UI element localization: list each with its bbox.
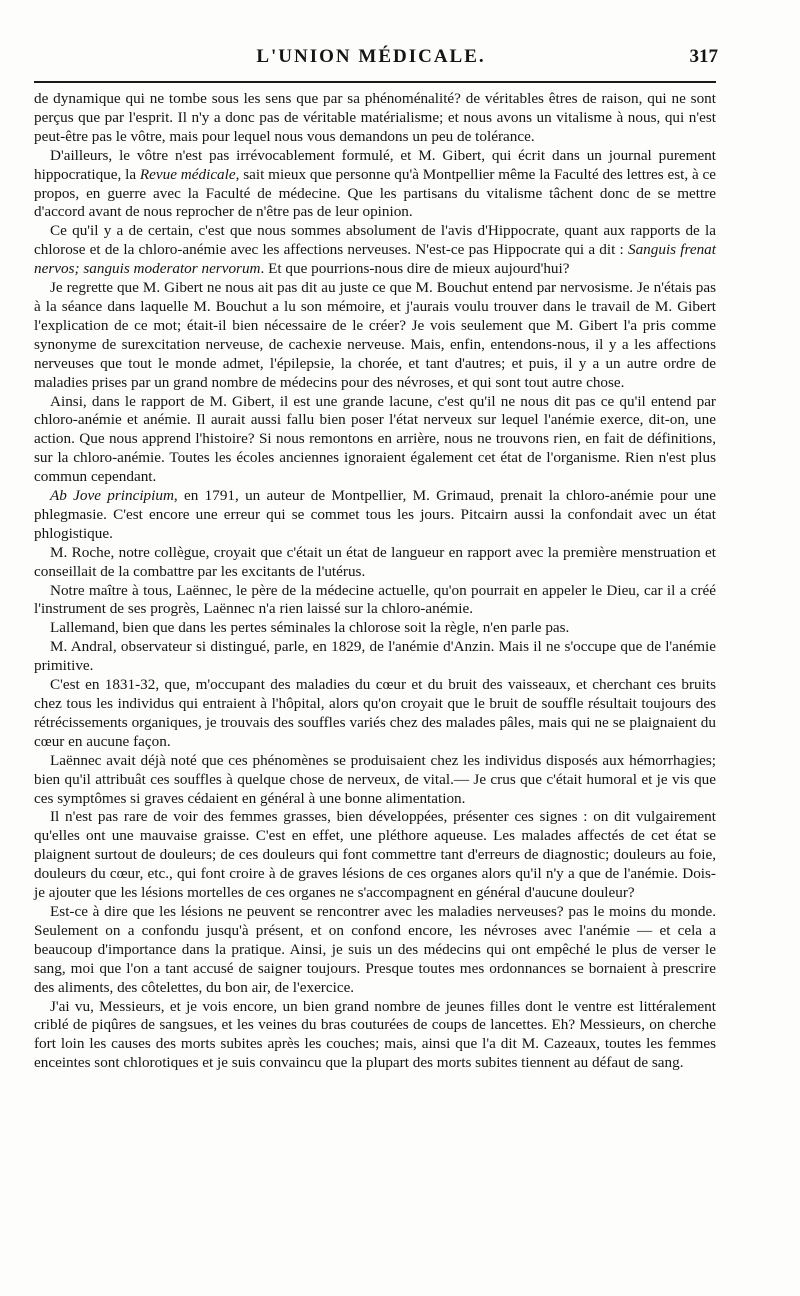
paragraph: Ainsi, dans le rapport de M. Gibert, il est une grande lacune, c'est qu'il ne nous dit pas ce qu'il entend par chloro-anémie et anémie. Il aurait aussi fallu bien poser l'état nerveux sur lequel l'anémie exerce, dit-on, une action. Que nous apprend l'histoire? Si nous remontons en arrière, nous ne trouvons rien, en fait de définitions, sur la chloro-anémie. Toutes les écoles anciennes ignoraient également cet état de l'organisme. Rien n'est plus commun cependant. (34, 392, 716, 486)
paragraph: M. Roche, notre collègue, croyait que c'était un état de langueur en rapport avec la première menstruation et conseillait de la combattre par les excitants de l'utérus. (34, 543, 716, 580)
italic-phrase: Revue médicale (139, 165, 236, 183)
paragraph: Ab Jove principium, en 1791, un auteur de Montpellier, M. Grimaud, prenait la chloro-anémie pour une phlegmasie. C'est encore une erreur qui se commet tous les jours. Pitcairn aussi la confondait avec un état phlogistique. (34, 487, 716, 542)
paragraph: Je regrette que M. Gibert ne nous ait pas dit au juste ce que M. Bouchut entend par nervosisme. Je n'étais pas à la séance dans laquelle M. Bouchut a lu son mémoire, et j'aurais voulu trouver dans le travail de M. Gibert l'explication de ce mot; était-il bien nécessaire de le créer? Je vois seulement que M. Gibert l'a pris comme synonyme de surexcitation nerveuse, de cachexie nerveuse. Mais, enfin, entendons-nous, il y a les affections nerveuses que tout le monde admet, l'épilepsie, la chorée, et tant d'autres; et puis, il y a un autre ordre de maladies prises par un grand nombre de médecins pour des névroses, et qui sont tout autre chose. (34, 279, 716, 391)
page-number: 317 (689, 46, 718, 67)
paragraph: M. Andral, observateur si distingué, parle, en 1829, de l'anémie d'Anzin. Mais il ne s'occupe que de l'anémie primitive. (34, 638, 716, 675)
italic-phrase: Sanguis frenat nervos; sanguis moderator nervorum (34, 241, 716, 278)
paragraph: Laënnec avait déjà noté que ces phénomènes se produisaient chez les individus disposés aux hémorrhagies; bien qu'il attribuât ces souffles à quelque chose de nerveux, de vital.— Je crus que c'était humoral et je vis que ces symptômes si graves cédaient en général à une bonne alimentation. (34, 751, 716, 807)
paragraph: C'est en 1831-32, que, m'occupant des maladies du cœur et du bruit des vaisseaux, et cherchant ces bruits chez tous les individus qui entraient à l'hôpital, alors qu'on croyait que le bruit de souffle résultait toujours des rétrécissements organiques, je trouvais des souffles variés chez des malades pâles, mais qui ne se plaignaient du cœur en aucune façon. (34, 676, 716, 750)
header-rule (34, 81, 716, 83)
paragraph: J'ai vu, Messieurs, et je vois encore, un bien grand nombre de jeunes filles dont le ventre est littéralement criblé de piqûres de sangsues, et les veines du bras couturées de coups de lancettes. Eh? Messieurs, on cherche fort loin les causes des morts subites après les couches; mais, ainsi que l'a dit M. Cazeaux, toutes les femmes enceintes sont chlorotiques et je suis convaincu que la plupart des morts subites tiennent au défaut de sang. (34, 997, 716, 1072)
italic-phrase: Ab Jove principium (50, 487, 174, 505)
paragraph: Notre maître à tous, Laënnec, le père de la médecine actuelle, qu'on pourrait en appeler le Dieu, car il a créé l'instrument de ses progrès, Laënnec n'a rien laissé sur la chloro-anémie. (34, 581, 716, 618)
page-header (30, 40, 718, 82)
running-title: L'UNION MÉDICALE. (256, 46, 486, 67)
paragraph: Ce qu'il y a de certain, c'est que nous sommes absolument de l'avis d'Hippocrate, quant aux rapports de la chlorose et de la chloro-anémie avec les affections nerveuses. N'est-ce pas Hippocrate qui a dit : Sanguis frenat nervos; sanguis moderator nervorum. Et que pourrions-nous dire de mieux aujourd'hui? (34, 222, 716, 278)
paragraph: de dynamique qui ne tombe sous les sens que par sa phénoménalité? de véritables êtres de raison, qui ne sont perçus que par l'esprit. Il n'y a donc pas de véritable matérialisme; et nous avons un vitalisme à nous, qui n'est peut-être pas le vôtre, mais pour lequel nous vous demandons un peu de tolérance. (34, 90, 716, 145)
body-text (34, 90, 716, 1073)
paragraph: Lallemand, bien que dans les pertes séminales la chlorose soit la règle, n'en parle pas. (50, 619, 570, 637)
paragraph: Il n'est pas rare de voir des femmes grasses, bien développées, présenter ces signes : on dit vulgairement qu'elles ont une mauvaise graisse. C'est en effet, une pléthore aqueuse. Les malades affectés de cet état se plaignent surtout de douleurs; de ces douleurs qui font commettre tant d'erreurs de diagnostic; douleurs au foie, douleurs du cœur, etc., qui font croire à de graves lésions de ces organes alors qu'il n'y a que de l'anémie. Dois-je ajouter que les lésions mortelles de ces organes ne s'accompagnent en général d'aucune douleur? (34, 808, 716, 902)
paragraph: D'ailleurs, le vôtre n'est pas irrévocablement formulé, et M. Gibert, qui écrit dans un journal purement hippocratique, la Revue médicale, sait mieux que personne qu'à Montpellier même la Faculté des lettres est, à ce propos, en guerre avec la Faculté de médecine. Que les partisans du vitalisme tâchent donc de se mettre d'accord avant de nous reprocher de n'être pas de leur opinion. (34, 146, 716, 221)
paragraph: Est-ce à dire que les lésions ne peuvent se rencontrer avec les maladies nerveuses? pas le moins du monde. Seulement on a confondu jusqu'à présent, et on confond encore, les névroses avec l'anémie — et cela a beaucoup d'importance dans la pratique. Ainsi, je suis un des médecins qui ont empêché le plus de verser le sang, moi que l'on a tant accusé de saigner toujours. Presque toutes mes ordonnances se bornaient à prescrire des aliments, des côtelettes, du bon air, de l'exercice. (34, 902, 716, 996)
